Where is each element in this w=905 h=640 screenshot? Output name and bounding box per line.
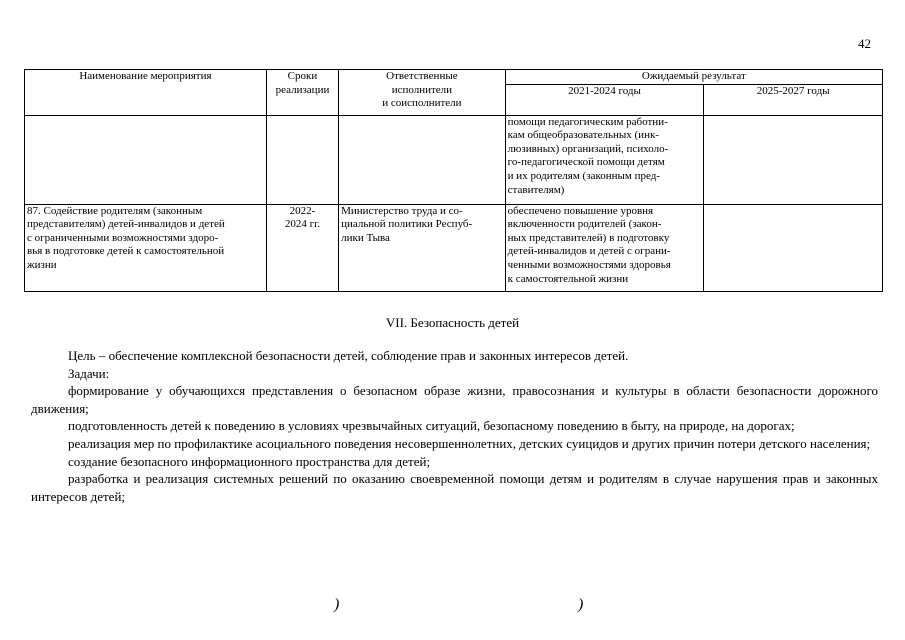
cell-result-2021-2024: обеспечено повышение уровня включенности родителей (закон- ных представителей) в подготовку детей-инвалидов и детей с ограни- ченными возможностями здоровья к самостоятельной жизни bbox=[505, 204, 704, 291]
cell-result-2021-2024: помощи педагогическим работни- кам общеобразовательных (инк- люзивных) организаций, психоло- го-педагогической помощи детям и их родителям (законным пред- ставителям) bbox=[505, 115, 704, 204]
handwritten-mark: ) bbox=[334, 596, 340, 613]
header-expected-result: Ожидаемый результат bbox=[505, 70, 882, 85]
header-period-2021-2024: 2021-2024 годы bbox=[505, 84, 704, 115]
section-title: VII. Безопасность детей bbox=[385, 315, 520, 330]
table-row bbox=[25, 204, 883, 291]
task-paragraph: создание безопасного информационного пространства для детей; bbox=[68, 453, 431, 469]
cell-name: 87. Содействие родителям (законным представителям) детей-инвалидов и детей с ограниченными возможностями здоро- вья в подготовке детей к самостоятельной жизни bbox=[25, 204, 267, 291]
goal-paragraph: Цель – обеспечение комплексной безопасности детей, соблюдение прав и законных интересов детей. bbox=[68, 348, 629, 363]
handwritten-mark: ) bbox=[578, 596, 584, 613]
cell-result-2025-2027 bbox=[704, 204, 883, 291]
cell-result-2025-2027 bbox=[704, 115, 883, 204]
page-number: 42 bbox=[858, 36, 871, 51]
cell-name bbox=[25, 115, 267, 204]
cell-term bbox=[266, 115, 338, 204]
task-paragraph: подготовленность детей к поведению в условиях чрезвычайных ситуаций, безопасному поведению в быту, на природе, на дорогах; bbox=[68, 418, 795, 434]
measures-table bbox=[24, 69, 883, 292]
task-paragraph: формирование у обучающихся представления о безопасном образе жизни, правосознания и культуры в области безопасности дорожного движения; bbox=[31, 383, 878, 416]
header-term: Сроки реализации bbox=[266, 70, 338, 116]
header-period-2025-2027: 2025-2027 годы bbox=[704, 84, 883, 115]
cell-responsible: Министерство труда и со- циальной политики Респуб- лики Тыва bbox=[339, 204, 506, 291]
cell-term: 2022- 2024 гг. bbox=[266, 204, 338, 291]
section-body bbox=[31, 347, 878, 505]
task-paragraph: реализация мер по профилактике асоциального поведения несовершеннолетних, детских суицидов и других причин потери детского населения; bbox=[68, 435, 871, 451]
table-header-row bbox=[25, 70, 883, 85]
header-name: Наименование мероприятия bbox=[25, 70, 267, 116]
table-row bbox=[25, 115, 883, 204]
tasks-heading: Задачи: bbox=[68, 365, 110, 381]
header-responsible: Ответственные исполнители и соисполнители bbox=[339, 70, 506, 116]
cell-responsible bbox=[339, 115, 506, 204]
task-paragraph: разработка и реализация системных решений по оказанию своевременной помощи детям и родителям в случае нарушения прав и законных интересов детей; bbox=[31, 471, 878, 504]
